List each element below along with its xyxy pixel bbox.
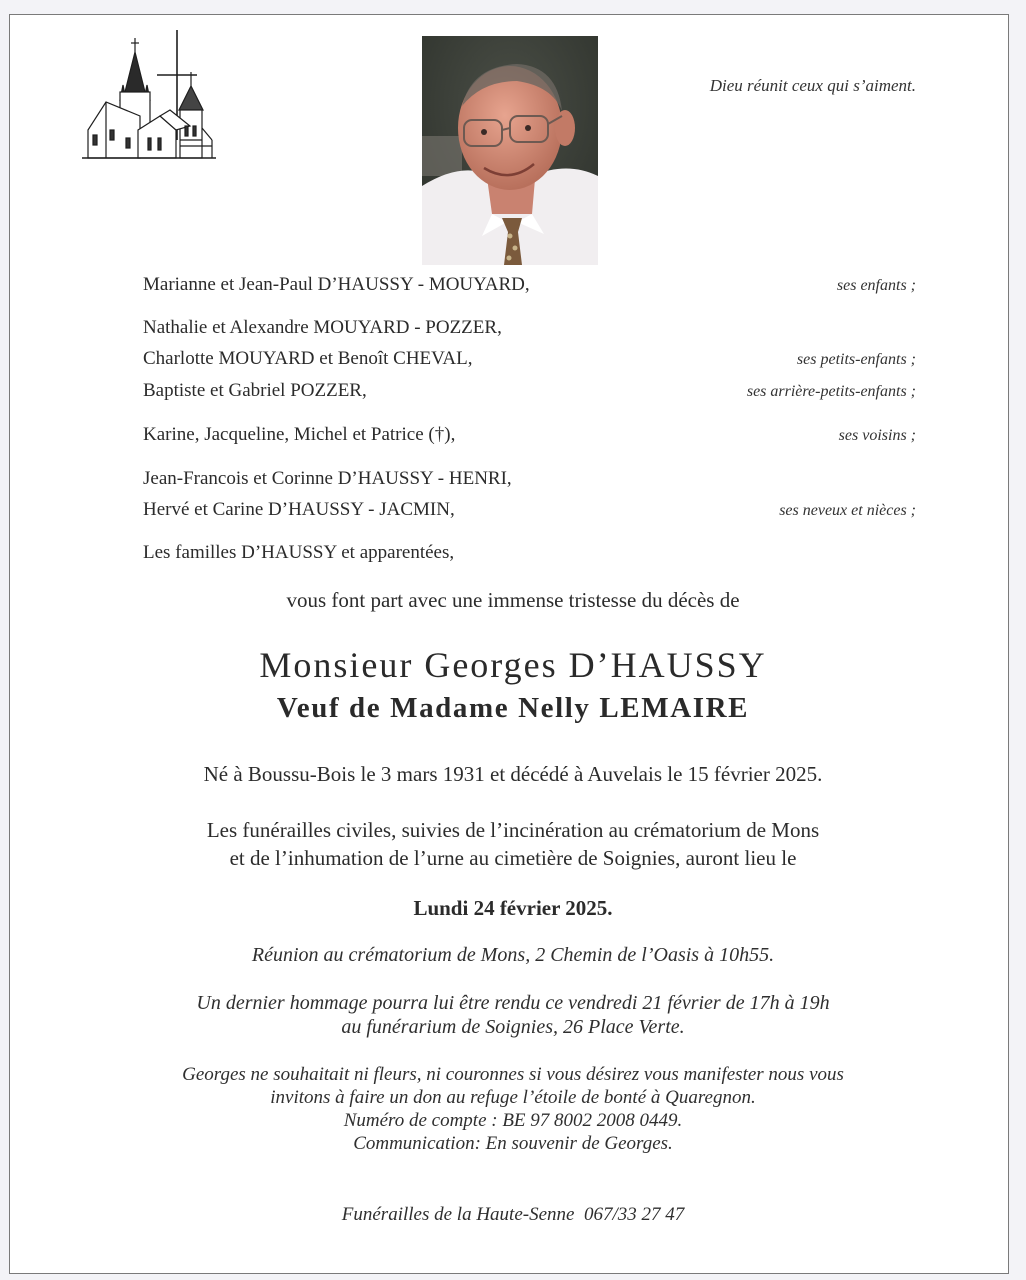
- homage-line: Un dernier hommage pourra lui être rendu ce vendredi 21 février de 17h à 19h: [196, 992, 830, 1014]
- family-line: Hervé et Carine D’HAUSSY - JACMIN,: [143, 499, 455, 520]
- deceased-name: Monsieur Georges D’HAUSSY: [259, 645, 767, 685]
- portrait-photo: [422, 36, 598, 265]
- family-line: Nathalie et Alexandre MOUYARD - POZZER,: [143, 317, 502, 338]
- motto: Dieu réunit ceux qui s’aiment.: [709, 76, 916, 95]
- family-line: Karine, Jacqueline, Michel et Patrice (†),: [143, 424, 456, 445]
- account-number: Numéro de compte : BE 97 8002 2008 0449.: [343, 1110, 683, 1131]
- donation-line: invitons à faire un don au refuge l’étoile de bonté à Quaregnon.: [270, 1087, 756, 1108]
- funeral-line: Les funérailles civiles, suivies de l’incinération au crématorium de Mons: [206, 818, 820, 842]
- family-line: Les familles D’HAUSSY et apparentées,: [143, 542, 455, 563]
- funeral-date: Lundi 24 février 2025.: [413, 896, 613, 920]
- homage-line: au funérarium de Soignies, 26 Place Verte.: [341, 1016, 685, 1038]
- relation-label: ses arrière-petits-enfants ;: [746, 383, 916, 400]
- family-line: Marianne et Jean-Paul D’HAUSSY - MOUYARD,: [143, 274, 530, 295]
- family-line: Charlotte MOUYARD et Benoît CHEVAL,: [143, 348, 473, 369]
- family-line: Jean-Francois et Corinne D’HAUSSY - HENRI,: [143, 468, 512, 489]
- funeral-line: et de l’inhumation de l’urne au cimetière de Soignies, auront lieu le: [229, 846, 797, 870]
- relation-label: ses enfants ;: [836, 277, 916, 294]
- relation-label: ses neveux et nièces ;: [779, 502, 916, 519]
- funeral-home-footer: Funérailles de la Haute-Senne 067/33 27 47: [341, 1204, 685, 1225]
- communication-line: Communication: En souvenir de Georges.: [353, 1133, 673, 1154]
- donation-line: Georges ne souhaitait ni fleurs, ni couronnes si vous désirez vous manifester nous vous: [182, 1064, 844, 1085]
- relation-label: ses petits-enfants ;: [796, 351, 916, 368]
- portrait-illustration: [422, 36, 598, 265]
- announcement-intro: vous font part avec une immense tristesse du décès de: [286, 588, 740, 612]
- church-icon: [80, 30, 218, 164]
- family-line: Baptiste et Gabriel POZZER,: [143, 380, 367, 401]
- widower-of: Veuf de Madame Nelly LEMAIRE: [276, 692, 750, 724]
- birth-death-line: Né à Boussu-Bois le 3 mars 1931 et décédé à Auvelais le 15 février 2025.: [203, 762, 823, 786]
- relation-label: ses voisins ;: [838, 427, 916, 444]
- meeting-info: Réunion au crématorium de Mons, 2 Chemin de l’Oasis à 10h55.: [251, 944, 775, 966]
